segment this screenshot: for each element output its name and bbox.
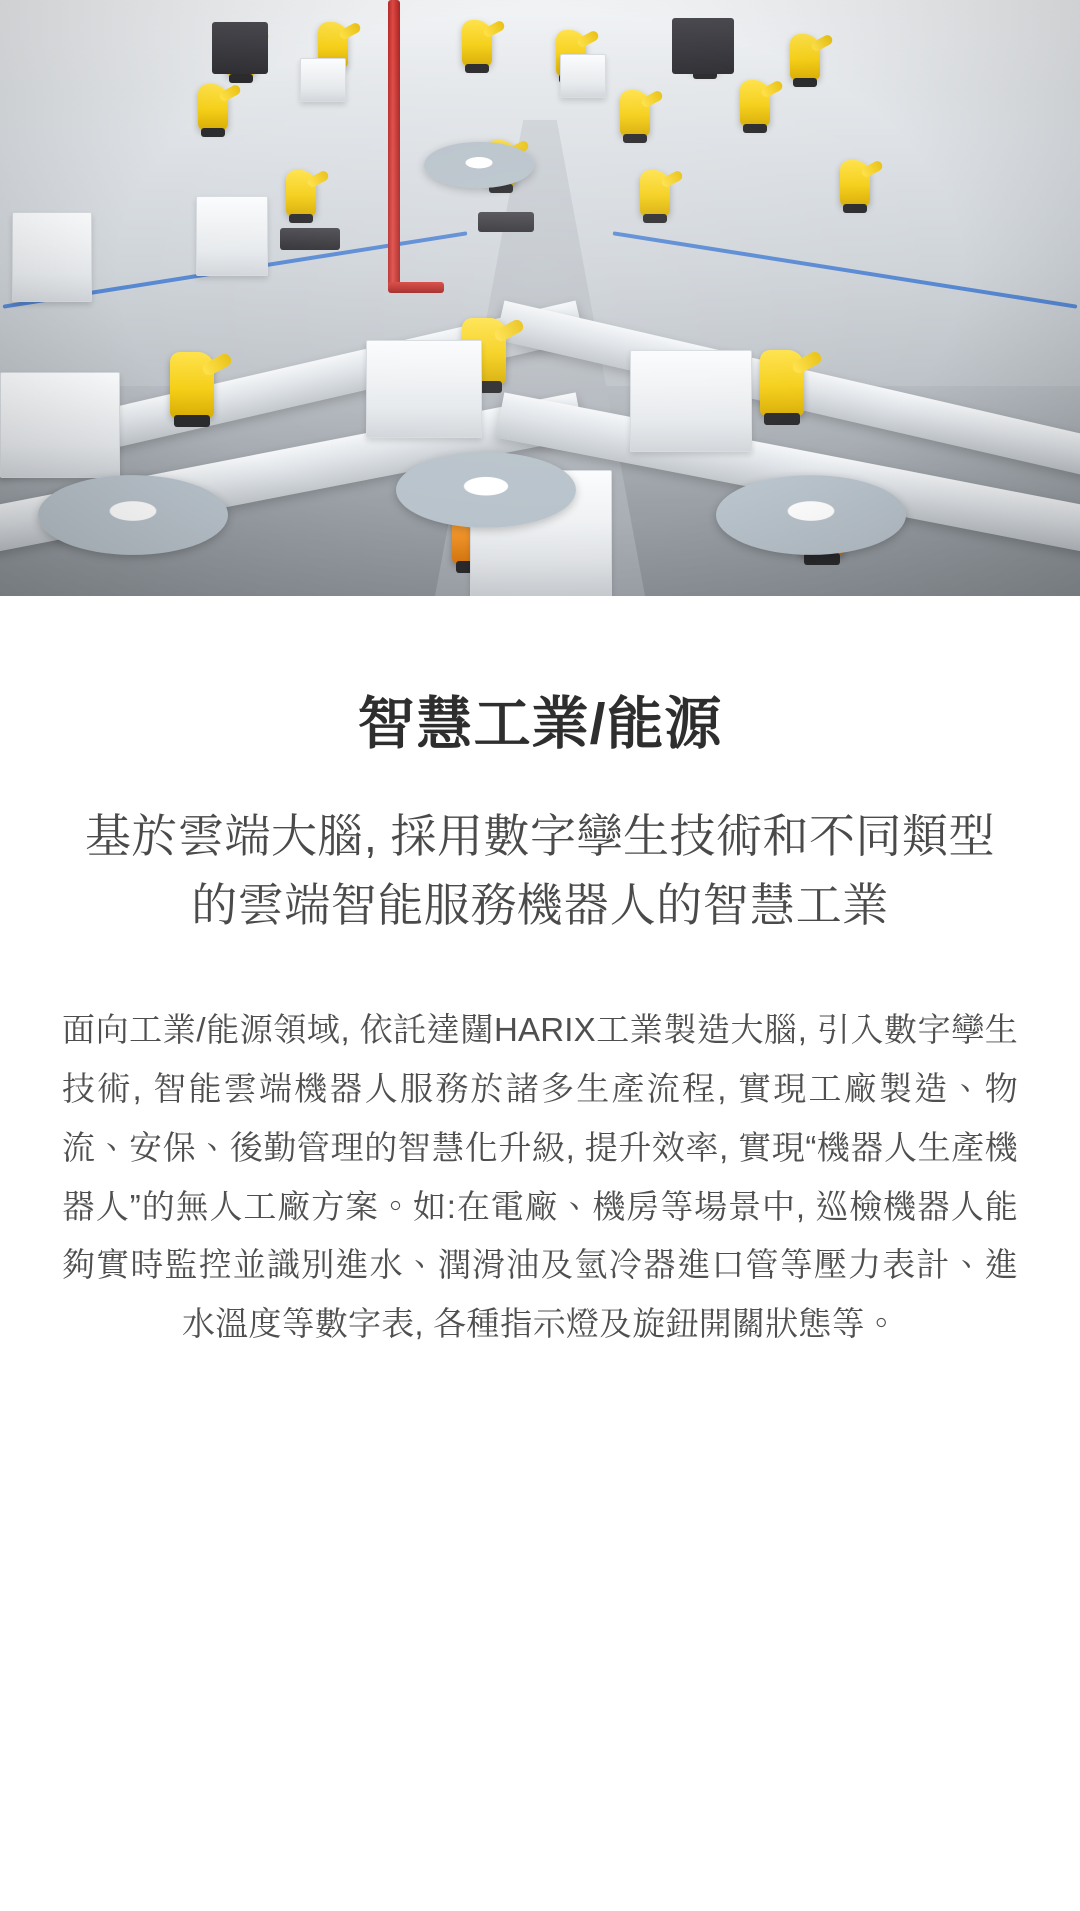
article-content <box>0 596 1080 1424</box>
hero-image <box>0 0 1080 596</box>
body-paragraph: 面向工業/能源領域, 依託達闥HARIX工業製造大腦, 引入數字孿生技術, 智能雲端機器人服務於諸多生產流程, 實現工廠製造、物流、安保、後勤管理的智慧化升級, 提升效率, 實現“機器人生產機器人”的無人工廠方案。如:在電廠、機房等場景中, 巡檢機器人能夠實時監控並識別進水、潤滑油及氫冷器進口管等壓力表計、進水溫度等數字表, 各種指示燈及旋鈕開關狀態等。 <box>62 1011 1018 1343</box>
page-subtitle: 基於雲端大腦, 採用數字孿生技術和不同類型的雲端智能服務機器人的智慧工業 <box>84 809 996 932</box>
image-vignette <box>0 0 1080 596</box>
page-title: 智慧工業/能源 <box>357 692 723 756</box>
